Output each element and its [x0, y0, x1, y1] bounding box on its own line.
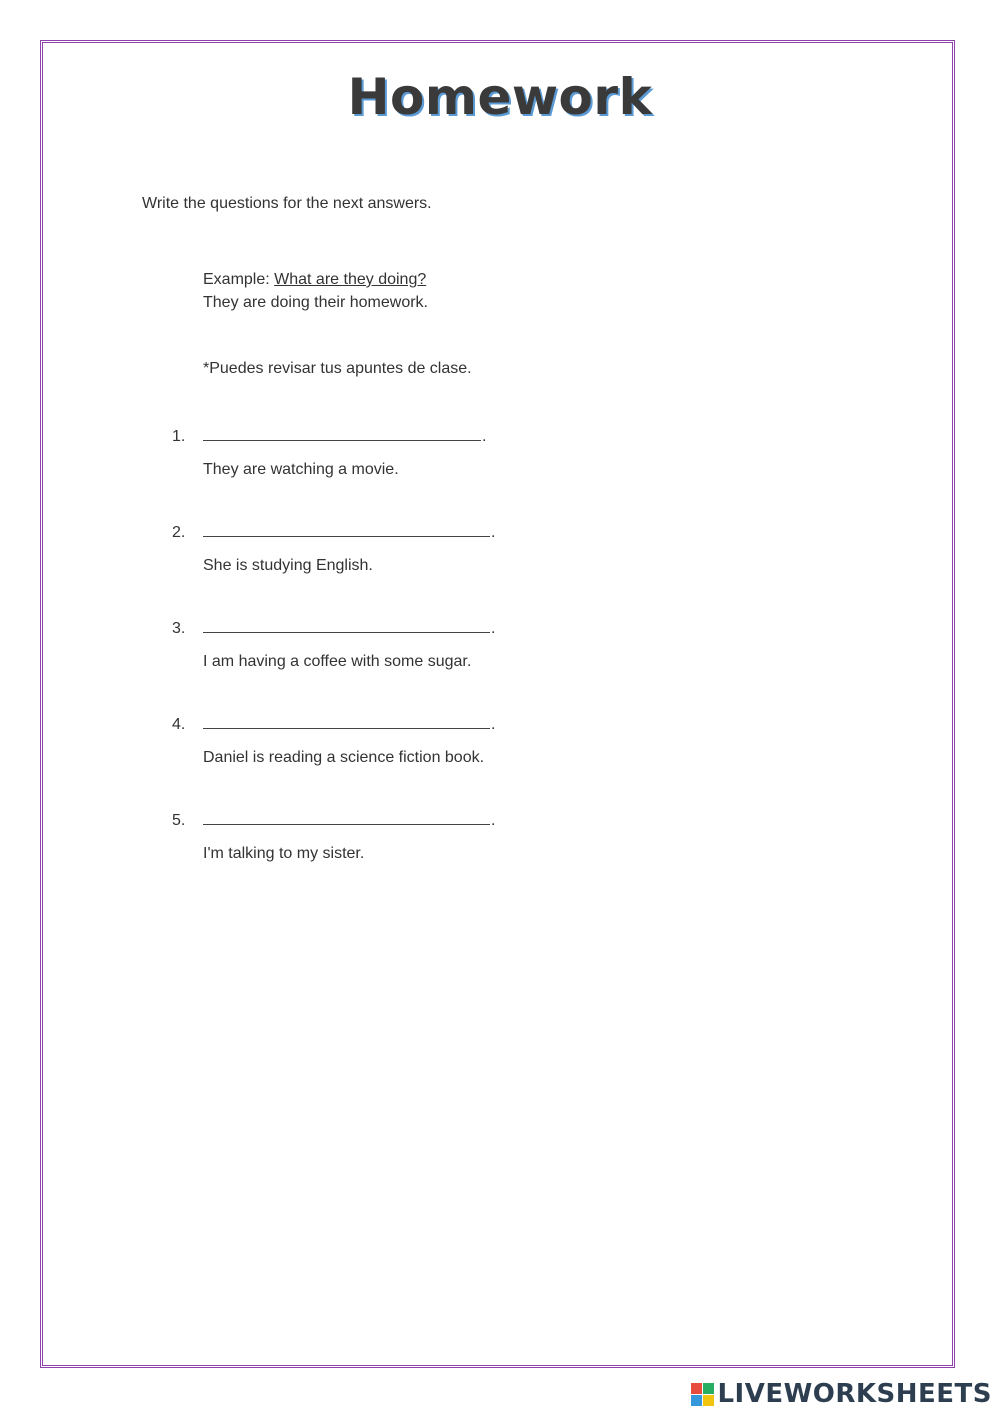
- answer-blank[interactable]: [203, 727, 490, 729]
- logo-square: [703, 1383, 714, 1394]
- question-item: 3. . I am having a coffee with some sugar.: [172, 620, 496, 670]
- question-number: 3.: [172, 620, 186, 637]
- question-number: 4.: [172, 716, 186, 733]
- answer-blank[interactable]: [203, 439, 481, 441]
- question-item: 4. . Daniel is reading a science fiction book.: [172, 716, 496, 766]
- given-answer: They are watching a movie.: [203, 461, 399, 478]
- given-answer: She is studying English.: [203, 557, 373, 574]
- example-block: [203, 268, 428, 314]
- brand-name: LIVEWORKSHEETS: [717, 1379, 992, 1409]
- instruction-text: Write the questions for the next answers.: [142, 195, 432, 212]
- example-label: Example:: [203, 271, 275, 288]
- given-answer: Daniel is reading a science fiction book.: [203, 749, 485, 766]
- answer-blank[interactable]: [203, 631, 490, 633]
- logo-square: [703, 1395, 714, 1406]
- logo-square: [691, 1395, 702, 1406]
- question-number: 1.: [172, 428, 186, 445]
- answer-blank[interactable]: [203, 535, 490, 537]
- question-item: 2. . She is studying English.: [172, 524, 496, 574]
- note-text: *Puedes revisar tus apuntes de clase.: [203, 360, 472, 377]
- page-title: Homework: [347, 68, 653, 126]
- answer-blank[interactable]: [203, 823, 490, 825]
- question-number: 5.: [172, 812, 186, 829]
- page-border: [40, 40, 955, 1368]
- given-answer: I am having a coffee with some sugar.: [203, 653, 472, 670]
- example-question: What are they doing?: [274, 271, 427, 288]
- example-answer: They are doing their homework.: [203, 294, 428, 311]
- example-line: [203, 268, 428, 291]
- question-item: 1. . They are watching a movie.: [172, 428, 487, 478]
- logo-square: [691, 1383, 702, 1394]
- question-item: 5. . I'm talking to my sister.: [172, 812, 496, 862]
- liveworksheets-logo-icon: [691, 1383, 714, 1406]
- given-answer: I'm talking to my sister.: [203, 845, 365, 862]
- question-number: 2.: [172, 524, 186, 541]
- footer-brand[interactable]: [691, 1379, 992, 1409]
